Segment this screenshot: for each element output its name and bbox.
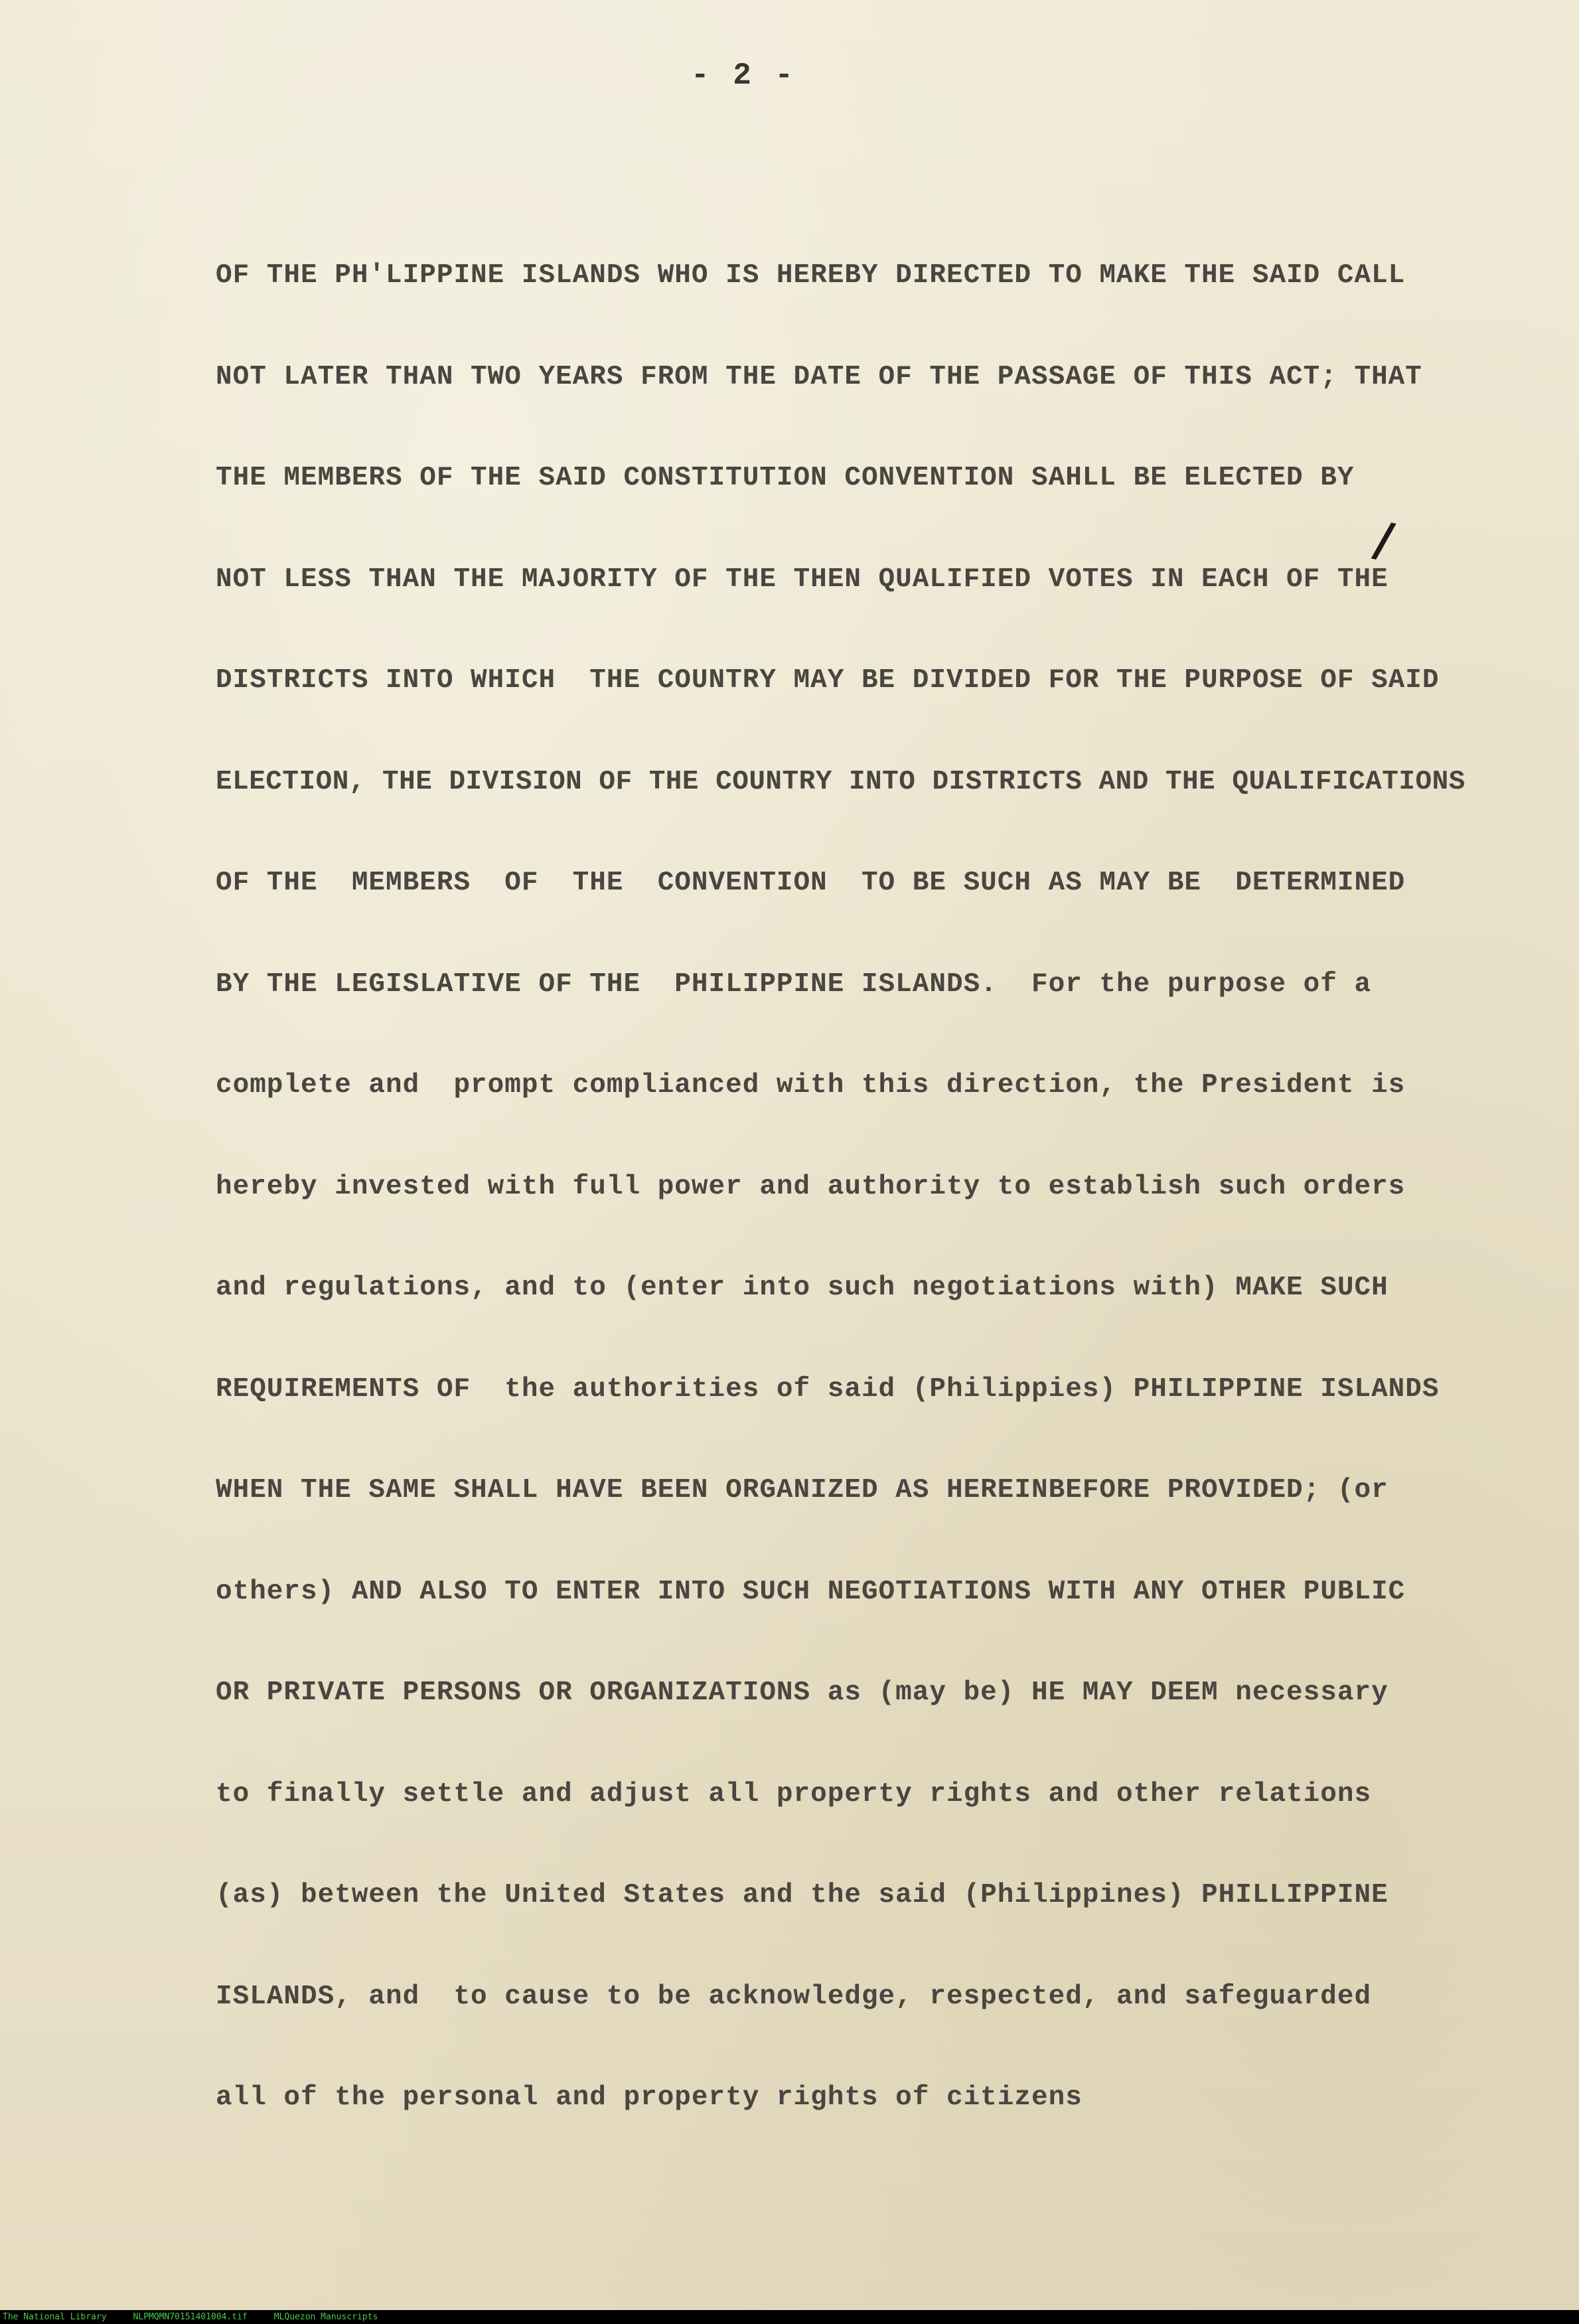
typed-body-text [216, 256, 1537, 2179]
footer-file-id: NLPMQMN70151401004.tif [133, 2312, 248, 2322]
text-line: DISTRICTS INTO WHICH THE COUNTRY MAY BE DIVIDED FOR THE PURPOSE OF SAID [216, 665, 1440, 696]
handwritten-slash-mark: / [1369, 510, 1398, 569]
footer-collection: MLQuezon Manuscripts [273, 2312, 378, 2322]
text-line: complete and prompt complianced with this direction, the President is [216, 1070, 1406, 1101]
page-number: - 2 - [690, 58, 796, 93]
text-line: WHEN THE SAME SHALL HAVE BEEN ORGANIZED AS HEREINBEFORE PROVIDED; (or [216, 1475, 1389, 1506]
text-line: to finally settle and adjust all property rights and other relations [216, 1778, 1372, 1810]
text-line: and regulations, and to (enter into such negotiations with) MAKE SUCH [216, 1273, 1389, 1303]
archive-footer [0, 2310, 1579, 2324]
text-line: OR PRIVATE PERSONS OR ORGANIZATIONS as (may be) HE MAY DEEM necessary [216, 1677, 1389, 1708]
text-line: OF THE MEMBERS OF THE CONVENTION TO BE SUCH AS MAY BE DETERMINED [216, 868, 1406, 898]
text-line: BY THE LEGISLATIVE OF THE PHILIPPINE ISLANDS. For the purpose of a [216, 968, 1372, 1000]
text-line: NOT LESS THAN THE MAJORITY OF THE THEN QUALIFIED VOTES IN EACH OF THE [216, 564, 1389, 595]
text-line: others) AND ALSO TO ENTER INTO SUCH NEGOTIATIONS WITH ANY OTHER PUBLIC [216, 1576, 1406, 1607]
text-line: THE MEMBERS OF THE SAID CONSTITUTION CONVENTION SAHLL BE ELECTED BY [216, 463, 1355, 493]
text-line: ISLANDS, and to cause to be acknowledge, respected, and safeguarded [216, 1981, 1372, 2012]
text-line: NOT LATER THAN TWO YEARS FROM THE DATE OF THE PASSAGE OF THIS ACT; THAT [216, 361, 1422, 392]
text-line: OF THE PH'LIPPINE ISLANDS WHO IS HEREBY DIRECTED TO MAKE THE SAID CALL [216, 260, 1406, 291]
text-line: all of the personal and property rights of citizens [216, 2082, 1083, 2113]
footer-library: The National Library [3, 2312, 107, 2322]
text-line: (as) between the United States and the said (Philippines) PHILLIPPINE [216, 1880, 1389, 1910]
text-line: hereby invested with full power and authority to establish such orders [216, 1171, 1406, 1202]
text-line: REQUIREMENTS OF the authorities of said (Philippies) PHILIPPINE ISLANDS [216, 1373, 1440, 1405]
text-line: ELECTION, THE DIVISION OF THE COUNTRY INTO DISTRICTS AND THE QUALIFICATIONS [216, 766, 1466, 797]
